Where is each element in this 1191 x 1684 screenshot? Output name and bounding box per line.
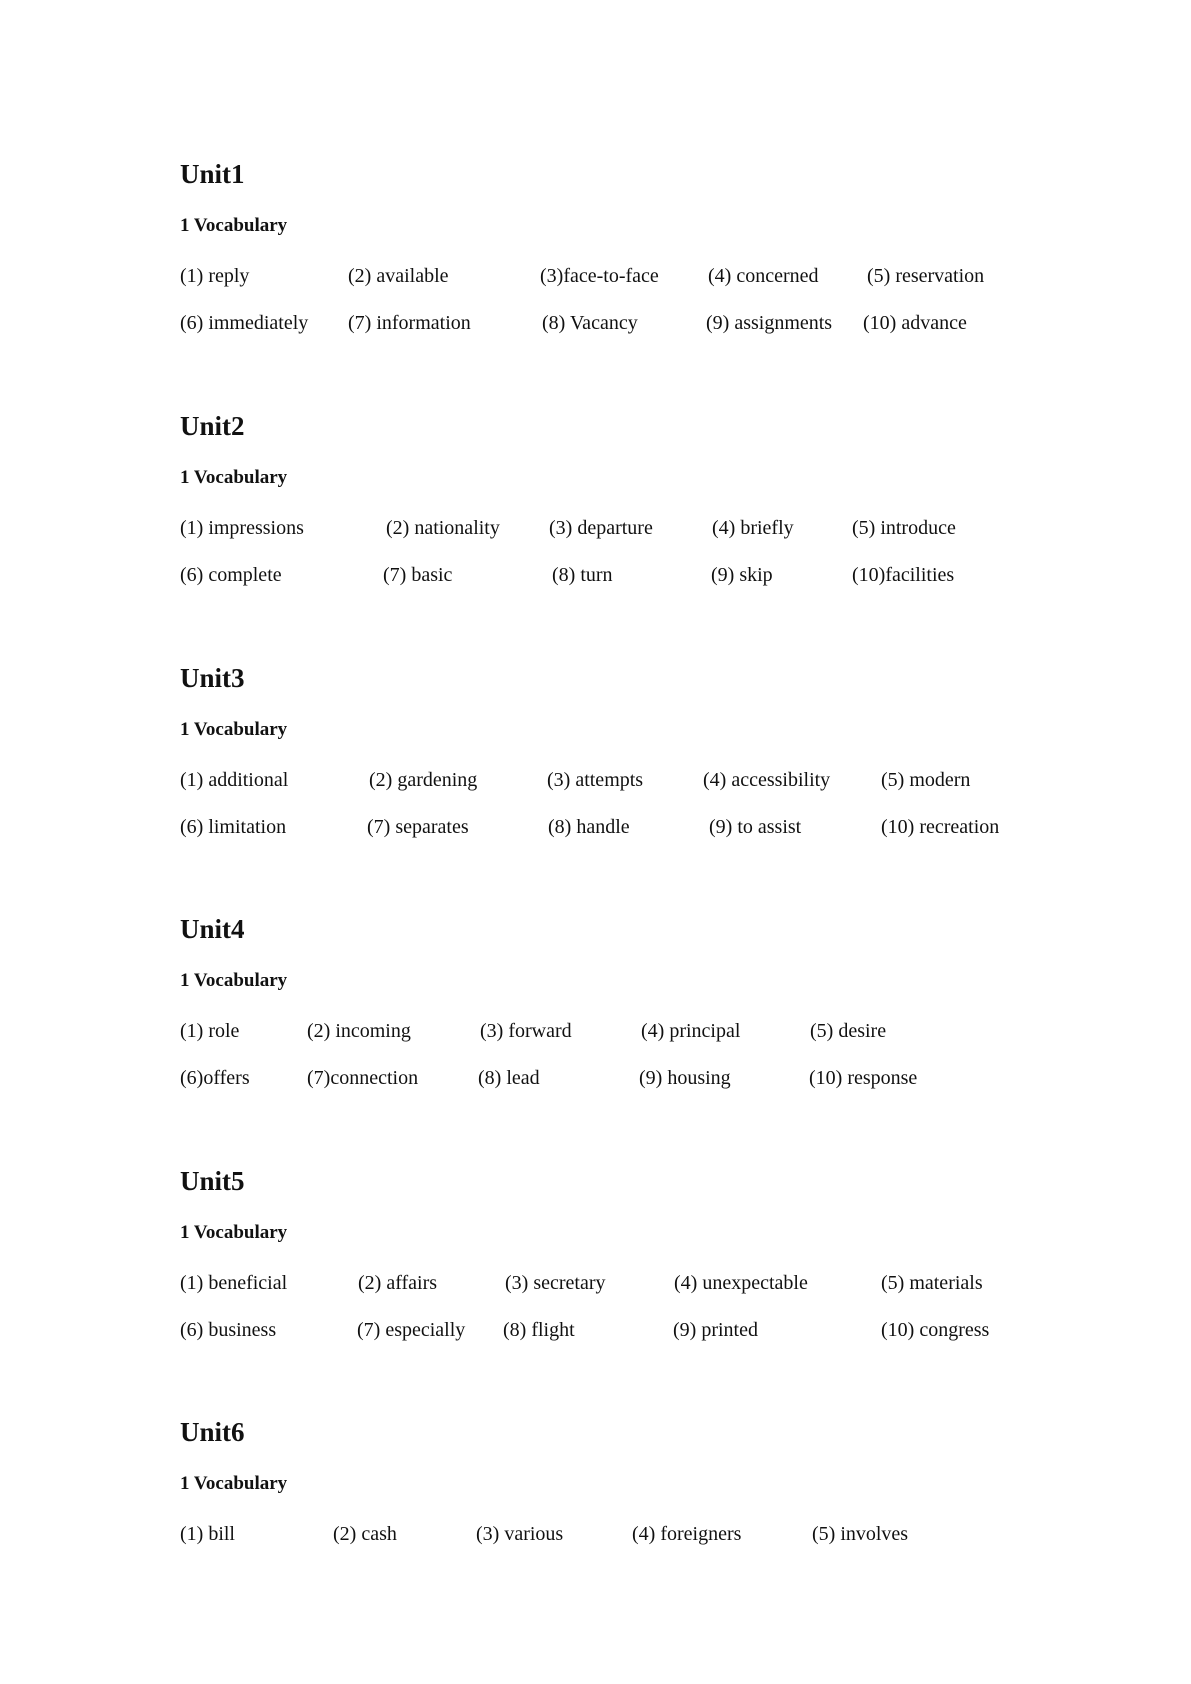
vocab-item: (9) assignments (706, 312, 833, 334)
vocab-item: (6) business (180, 1319, 277, 1341)
vocab-item: (4) accessibility (703, 769, 831, 791)
section-title: 1 Vocabulary (180, 467, 288, 488)
unit-title: Unit3 (180, 663, 245, 693)
vocab-row (180, 1269, 1080, 1297)
section-title: 1 Vocabulary (180, 1222, 288, 1243)
vocab-item: (8) flight (503, 1319, 575, 1341)
vocab-row (180, 262, 1080, 290)
vocab-item: (3) departure (549, 517, 653, 539)
vocab-row (180, 766, 1080, 794)
vocab-item: (6) complete (180, 564, 282, 586)
vocab-item: (1) role (180, 1020, 240, 1042)
vocab-item: (9) printed (673, 1319, 758, 1341)
vocab-row (180, 561, 1080, 589)
unit-title: Unit5 (180, 1166, 245, 1196)
vocab-item: (10) response (809, 1067, 918, 1089)
vocab-item: (3) attempts (547, 769, 644, 791)
vocab-item: (1) reply (180, 265, 250, 287)
vocab-item: (7) basic (383, 564, 453, 586)
section-title: 1 Vocabulary (180, 215, 288, 236)
vocab-item: (10)facilities (852, 564, 955, 586)
vocab-item: (5) reservation (867, 265, 985, 287)
vocab-item: (3)face-to-face (540, 265, 659, 287)
vocab-item: (8) handle (548, 816, 630, 838)
unit-title: Unit1 (180, 159, 245, 189)
vocab-item: (4) briefly (712, 517, 794, 539)
vocab-item: (7) especially (357, 1319, 466, 1341)
vocab-row (180, 1316, 1080, 1344)
vocab-row (180, 309, 1080, 337)
vocab-item: (5) materials (881, 1272, 983, 1294)
vocab-item: (1) impressions (180, 517, 304, 539)
vocab-item: (3) various (476, 1523, 564, 1545)
vocab-item: (7)connection (307, 1067, 419, 1089)
section-title: 1 Vocabulary (180, 970, 288, 991)
vocab-item: (9) skip (711, 564, 773, 586)
vocab-item: (4) concerned (708, 265, 819, 287)
vocab-item: (2) affairs (358, 1272, 438, 1294)
vocab-item: (2) available (348, 265, 449, 287)
vocab-item: (5) involves (812, 1523, 909, 1545)
vocab-item: (6) immediately (180, 312, 309, 334)
vocab-item: (3) forward (480, 1020, 572, 1042)
vocab-item: (9) housing (639, 1067, 731, 1089)
vocab-item: (6)offers (180, 1067, 250, 1089)
vocab-item: (5) modern (881, 769, 971, 791)
vocab-item: (4) unexpectable (674, 1272, 808, 1294)
vocab-item: (3) secretary (505, 1272, 606, 1294)
vocab-row (180, 1520, 1080, 1548)
vocab-item: (9) to assist (709, 816, 802, 838)
vocab-row (180, 1017, 1080, 1045)
vocab-row (180, 1064, 1080, 1092)
vocab-row (180, 514, 1080, 542)
vocab-item: (1) additional (180, 769, 289, 791)
vocab-item: (2) gardening (369, 769, 478, 791)
vocab-item: (7) separates (367, 816, 469, 838)
vocab-item: (10) congress (881, 1319, 990, 1341)
unit-title: Unit4 (180, 914, 245, 944)
vocab-item: (2) cash (333, 1523, 397, 1545)
section-title: 1 Vocabulary (180, 1473, 288, 1494)
vocab-row (180, 813, 1080, 841)
section-title: 1 Vocabulary (180, 719, 288, 740)
vocab-item: (7) information (348, 312, 471, 334)
vocab-item: (8) lead (478, 1067, 540, 1089)
vocab-item: (2) incoming (307, 1020, 411, 1042)
vocab-item: (10) advance (863, 312, 967, 334)
vocab-item: (6) limitation (180, 816, 287, 838)
vocab-item: (8) Vacancy (542, 312, 638, 334)
unit-title: Unit2 (180, 411, 245, 441)
vocab-item: (2) nationality (386, 517, 500, 539)
vocab-item: (1) beneficial (180, 1272, 288, 1294)
unit-title: Unit6 (180, 1417, 245, 1447)
vocab-item: (5) introduce (852, 517, 956, 539)
vocab-item: (10) recreation (881, 816, 1000, 838)
vocab-item: (1) bill (180, 1523, 235, 1545)
vocab-item: (4) principal (641, 1020, 741, 1042)
vocab-item: (8) turn (552, 564, 613, 586)
vocab-item: (4) foreigners (632, 1523, 742, 1545)
vocab-item: (5) desire (810, 1020, 887, 1042)
